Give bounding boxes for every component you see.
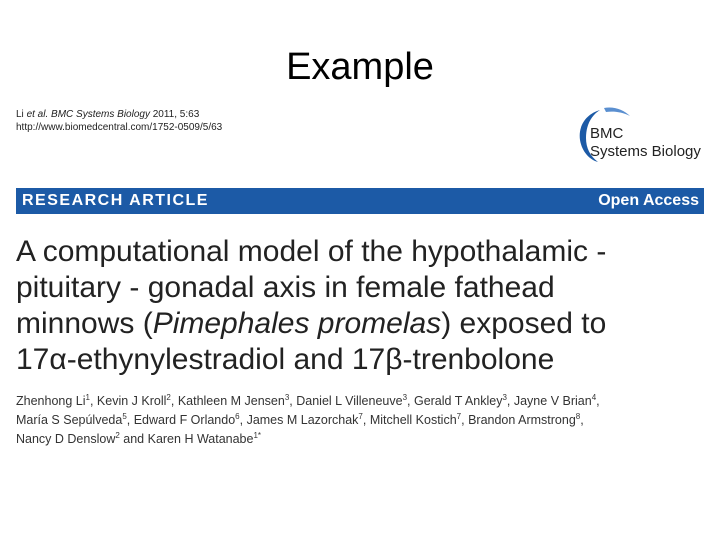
author[interactable]: [370, 413, 461, 427]
title-line-3: [16, 306, 706, 342]
author-name: Nancy D Denslow: [16, 432, 116, 446]
author[interactable]: [468, 413, 580, 427]
citation-authors: Li: [16, 109, 27, 120]
citation-journal: BMC Systems Biology: [51, 109, 150, 120]
logo-text-bmc: BMC: [590, 125, 624, 142]
species-name: Pimephales promelas: [152, 307, 442, 340]
author[interactable]: [247, 413, 363, 427]
author-row: María S Sepúlveda$^5$, Edward F Orlando$^6$, James M Lazorchak$^7$, Mitchell Kostich$^7$, Brandon Armstrong$^8$,: [16, 411, 584, 427]
author-list: [16, 392, 706, 449]
author-row: Zhenhong Li$^1$, Kevin J Kroll$^2$, Kathleen M Jensen$^3$, Daniel L Villeneuve$^3$, Gerald T Ankley$^3$, Jayne V Brian$^4$,: [16, 392, 600, 408]
slide-title: Example: [286, 46, 434, 88]
author-affiliation: 1: [85, 392, 90, 402]
bmc-logo: [574, 104, 714, 166]
article-title: [16, 234, 706, 378]
author-name: Karen H Watanabe: [147, 432, 254, 446]
author-name: Kevin J Kroll: [96, 394, 167, 408]
citation-block: [16, 108, 222, 134]
citation-etal: et al.: [26, 109, 49, 120]
author-name: Gerald T Ankley: [413, 394, 503, 408]
author[interactable]: [16, 394, 90, 408]
author-affiliation: 4: [591, 392, 597, 402]
author-affiliation: 8: [575, 411, 581, 421]
author-affiliation: 5: [122, 411, 127, 421]
logo-text-journal: Systems Biology: [590, 143, 701, 160]
author[interactable]: [16, 432, 120, 446]
author-name: James M Lazorchak: [246, 413, 359, 427]
author-affiliation: 1*: [253, 430, 262, 440]
author-name: Zhenhong Li: [16, 394, 86, 408]
author-name: Jayne V Brian: [513, 394, 592, 408]
author-affiliation: 2: [115, 430, 120, 440]
author-affiliation: 3: [284, 392, 290, 402]
author-name: Edward F Orlando: [133, 413, 236, 427]
author-affiliation: 2: [166, 392, 171, 402]
title-line-1: A computational model of the hypothalamic -: [16, 235, 607, 268]
citation-line: [16, 108, 222, 121]
research-article-label: RESEARCH ARTICLE: [22, 192, 209, 209]
open-access-label: Open Access: [598, 192, 699, 209]
author-name: Mitchell Kostich: [369, 413, 457, 427]
author-row: Nancy D Denslow$^2$ and Karen H Watanabe$^{1*}$: [16, 430, 262, 446]
author[interactable]: [97, 394, 171, 408]
citation-year-volume: 2011, 5:63: [152, 109, 200, 120]
author-affiliation: 3: [402, 392, 408, 402]
author-affiliation: 7: [358, 411, 363, 421]
author-affiliation: 6: [235, 411, 240, 421]
author-name: María S Sepúlveda: [16, 413, 123, 427]
author[interactable]: [16, 413, 127, 427]
author[interactable]: [514, 394, 596, 408]
author-name: Kathleen M Jensen: [177, 394, 285, 408]
author[interactable]: [178, 394, 289, 408]
author[interactable]: [296, 394, 407, 408]
author[interactable]: [148, 432, 261, 446]
author-name: Daniel L Villeneuve: [296, 394, 403, 408]
title-line-4: 17α-ethynylestradiol and 17β-trenbolone: [16, 343, 555, 376]
author-affiliation: 3: [502, 392, 507, 402]
author-affiliation: 7: [456, 411, 462, 421]
author[interactable]: [414, 394, 507, 408]
title-line-2: pituitary - gonadal axis in female fathead: [16, 271, 555, 304]
article-type-banner: [16, 188, 704, 214]
author[interactable]: [134, 413, 240, 427]
title-line-3-post: ) exposed to: [441, 307, 607, 340]
citation-url[interactable]: http://www.biomedcentral.com/1752-0509/5/63: [16, 122, 223, 133]
author-name: Brandon Armstrong: [468, 413, 576, 427]
title-line-3-pre: minnows (: [16, 307, 153, 340]
